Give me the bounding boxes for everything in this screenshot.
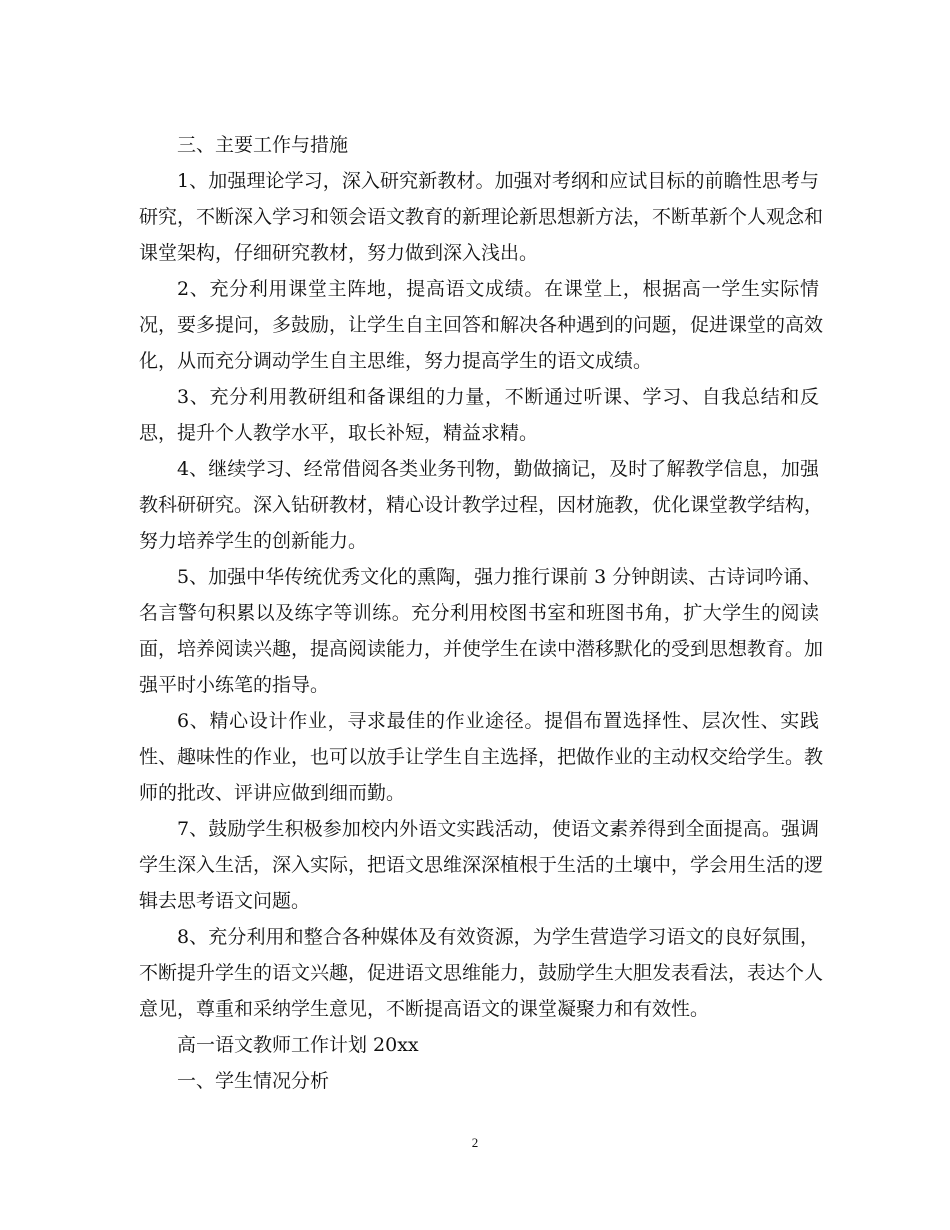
paragraph-line: 教科研研究。深入钻研教材，精心设计教学过程，因材施教，优化课堂教学结构， bbox=[139, 494, 824, 516]
paragraph-line: 学生深入生活，深入实际，把语文思维深深植根于生活的土壤中，学会用生活的逻 bbox=[139, 854, 824, 876]
paragraph-line: 强平时小练笔的指导。 bbox=[139, 674, 330, 696]
paragraph-line: 面，培养阅读兴趣，提高阅读能力，并使学生在读中潜移默化的受到思想教育。加 bbox=[139, 638, 824, 660]
paragraph-line: 不断提升学生的语文兴趣，促进语文思维能力，鼓励学生大胆发表看法，表达个人 bbox=[139, 962, 824, 984]
paragraph-line: 1、加强理论学习，深入研究新教材。加强对考纲和应试目标的前瞻性思考与 bbox=[177, 170, 819, 192]
paragraph-line: 8、充分利用和整合各种媒体及有效资源，为学生营造学习语文的良好氛围， bbox=[177, 926, 819, 948]
paragraph-line: 4、继续学习、经常借阅各类业务刊物，勤做摘记，及时了解教学信息，加强 bbox=[177, 458, 819, 480]
section-heading: 三、主要工作与措施 bbox=[177, 134, 349, 156]
page-number: 2 bbox=[471, 1135, 479, 1150]
paragraph-line: 意见，尊重和采纳学生意见，不断提高语文的课堂凝聚力和有效性。 bbox=[139, 998, 710, 1020]
paragraph-line: 研究，不断深入学习和领会语文教育的新理论新思想新方法，不断革新个人观念和 bbox=[139, 206, 824, 228]
paragraph-line: 思，提升个人教学水平，取长补短，精益求精。 bbox=[139, 422, 539, 444]
paragraph-line: 化，从而充分调动学生自主思维，努力提高学生的语文成绩。 bbox=[139, 350, 653, 372]
paragraph-line: 课堂架构，仔细研究教材，努力做到深入浅出。 bbox=[139, 242, 539, 264]
paragraph-line: 3、充分利用教研组和备课组的力量，不断通过听课、学习、自我总结和反 bbox=[177, 386, 819, 408]
document-title: 高一语文教师工作计划 20xx bbox=[177, 1034, 419, 1056]
paragraph-line: 辑去思考语文问题。 bbox=[139, 890, 311, 912]
paragraph-line: 7、鼓励学生积极参加校内外语文实践活动，使语文素养得到全面提高。强调 bbox=[177, 818, 819, 840]
paragraph-line: 5、加强中华传统优秀文化的熏陶，强力推行课前 3 分钟朗读、古诗词吟诵、 bbox=[177, 566, 822, 588]
paragraph-line: 师的批改、评讲应做到细而勤。 bbox=[139, 782, 406, 804]
paragraph-line: 2、充分利用课堂主阵地，提高语文成绩。在课堂上，根据高一学生实际情 bbox=[177, 278, 819, 300]
paragraph-line: 况，要多提问，多鼓励，让学生自主回答和解决各种遇到的问题，促进课堂的高效 bbox=[139, 314, 824, 336]
paragraph-line: 努力培养学生的创新能力。 bbox=[139, 530, 368, 552]
paragraph-line: 名言警句积累以及练字等训练。充分利用校图书室和班图书角，扩大学生的阅读 bbox=[139, 602, 819, 624]
section-heading: 一、学生情况分析 bbox=[177, 1070, 330, 1092]
paragraph-line: 6、精心设计作业，寻求最佳的作业途径。提倡布置选择性、层次性、实践 bbox=[177, 710, 819, 732]
paragraph-line: 性、趣味性的作业，也可以放手让学生自主选择，把做作业的主动权交给学生。教 bbox=[139, 746, 824, 768]
document-body bbox=[139, 127, 824, 1099]
